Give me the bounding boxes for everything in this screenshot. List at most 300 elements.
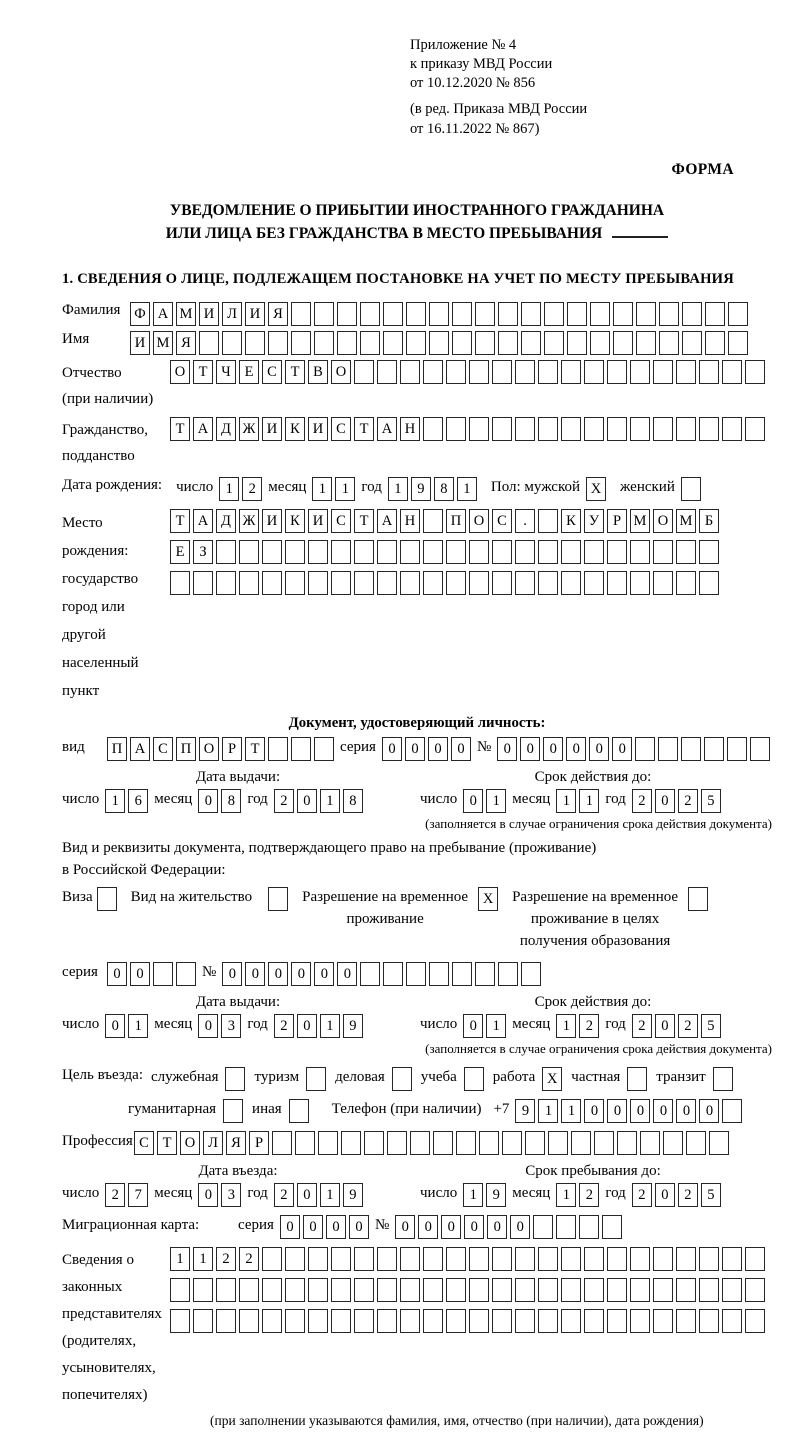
char-cell[interactable] bbox=[544, 331, 564, 355]
char-cell[interactable] bbox=[268, 887, 288, 911]
char-cell[interactable]: Т bbox=[170, 417, 190, 441]
stay-year-boxes[interactable] bbox=[632, 1183, 721, 1207]
char-cell[interactable] bbox=[306, 1067, 326, 1091]
char-cell[interactable]: Р bbox=[249, 1131, 269, 1155]
char-cell[interactable] bbox=[676, 571, 696, 595]
char-cell[interactable] bbox=[525, 1131, 545, 1155]
char-cell[interactable] bbox=[285, 571, 305, 595]
char-cell[interactable] bbox=[354, 1278, 374, 1302]
char-cell[interactable]: 2 bbox=[678, 1014, 698, 1038]
char-cell[interactable]: 0 bbox=[630, 1099, 650, 1123]
char-cell[interactable]: 0 bbox=[676, 1099, 696, 1123]
char-cell[interactable] bbox=[262, 1278, 282, 1302]
char-cell[interactable] bbox=[492, 360, 512, 384]
phone-boxes[interactable] bbox=[515, 1099, 742, 1123]
char-cell[interactable]: 0 bbox=[463, 1014, 483, 1038]
char-cell[interactable] bbox=[630, 571, 650, 595]
char-cell[interactable] bbox=[607, 571, 627, 595]
char-cell[interactable]: 6 bbox=[128, 789, 148, 813]
char-cell[interactable] bbox=[722, 1099, 742, 1123]
char-cell[interactable] bbox=[423, 1278, 443, 1302]
char-cell[interactable] bbox=[400, 1309, 420, 1333]
char-cell[interactable] bbox=[584, 417, 604, 441]
id-issue-year-boxes[interactable] bbox=[274, 789, 363, 813]
char-cell[interactable]: 0 bbox=[451, 737, 471, 761]
char-cell[interactable] bbox=[469, 571, 489, 595]
char-cell[interactable] bbox=[452, 962, 472, 986]
sex-female-checkbox[interactable] bbox=[681, 477, 701, 501]
char-cell[interactable] bbox=[515, 417, 535, 441]
char-cell[interactable]: Р bbox=[222, 737, 242, 761]
char-cell[interactable] bbox=[341, 1131, 361, 1155]
char-cell[interactable] bbox=[475, 302, 495, 326]
id-issue-month-boxes[interactable] bbox=[198, 789, 241, 813]
char-cell[interactable]: 0 bbox=[520, 737, 540, 761]
char-cell[interactable] bbox=[377, 571, 397, 595]
char-cell[interactable] bbox=[387, 1131, 407, 1155]
char-cell[interactable] bbox=[446, 1309, 466, 1333]
char-cell[interactable] bbox=[607, 540, 627, 564]
char-cell[interactable] bbox=[705, 302, 725, 326]
char-cell[interactable]: 0 bbox=[655, 789, 675, 813]
char-cell[interactable] bbox=[153, 962, 173, 986]
char-cell[interactable] bbox=[635, 737, 655, 761]
char-cell[interactable]: 2 bbox=[274, 789, 294, 813]
doc-series-boxes[interactable] bbox=[382, 737, 471, 761]
char-cell[interactable]: 1 bbox=[486, 1014, 506, 1038]
char-cell[interactable]: 1 bbox=[388, 477, 408, 501]
char-cell[interactable] bbox=[97, 887, 117, 911]
char-cell[interactable]: 1 bbox=[457, 477, 477, 501]
char-cell[interactable] bbox=[464, 1067, 484, 1091]
char-cell[interactable]: 0 bbox=[280, 1215, 300, 1239]
char-cell[interactable]: И bbox=[262, 417, 282, 441]
char-cell[interactable] bbox=[745, 360, 765, 384]
char-cell[interactable] bbox=[406, 331, 426, 355]
purpose-delovaya-checkbox[interactable] bbox=[392, 1067, 412, 1091]
char-cell[interactable] bbox=[446, 360, 466, 384]
given-name-boxes[interactable] bbox=[130, 331, 748, 355]
char-cell[interactable]: Т bbox=[170, 509, 190, 533]
char-cell[interactable]: 8 bbox=[221, 789, 241, 813]
char-cell[interactable] bbox=[225, 1067, 245, 1091]
char-cell[interactable]: Т bbox=[193, 360, 213, 384]
char-cell[interactable] bbox=[515, 571, 535, 595]
char-cell[interactable]: 0 bbox=[303, 1215, 323, 1239]
char-cell[interactable]: М bbox=[176, 302, 196, 326]
char-cell[interactable]: М bbox=[676, 509, 696, 533]
purpose-ucheba-checkbox[interactable] bbox=[464, 1067, 484, 1091]
char-cell[interactable]: 1 bbox=[320, 789, 340, 813]
char-cell[interactable]: . bbox=[515, 509, 535, 533]
char-cell[interactable] bbox=[699, 571, 719, 595]
char-cell[interactable] bbox=[745, 1278, 765, 1302]
birth-place-line1-boxes[interactable] bbox=[170, 509, 719, 533]
char-cell[interactable] bbox=[262, 1309, 282, 1333]
char-cell[interactable] bbox=[602, 1215, 622, 1239]
char-cell[interactable] bbox=[285, 1309, 305, 1333]
char-cell[interactable]: О bbox=[653, 509, 673, 533]
char-cell[interactable] bbox=[590, 302, 610, 326]
char-cell[interactable] bbox=[699, 1309, 719, 1333]
char-cell[interactable]: X bbox=[478, 887, 498, 911]
char-cell[interactable] bbox=[567, 302, 587, 326]
char-cell[interactable]: 2 bbox=[632, 789, 652, 813]
char-cell[interactable] bbox=[383, 302, 403, 326]
char-cell[interactable]: 1 bbox=[486, 789, 506, 813]
char-cell[interactable] bbox=[515, 360, 535, 384]
char-cell[interactable] bbox=[663, 1131, 683, 1155]
char-cell[interactable] bbox=[579, 1215, 599, 1239]
char-cell[interactable] bbox=[538, 571, 558, 595]
char-cell[interactable]: К bbox=[285, 509, 305, 533]
char-cell[interactable] bbox=[607, 1278, 627, 1302]
char-cell[interactable]: 0 bbox=[395, 1215, 415, 1239]
visa-checkbox[interactable] bbox=[97, 887, 117, 911]
char-cell[interactable] bbox=[475, 331, 495, 355]
char-cell[interactable] bbox=[515, 540, 535, 564]
char-cell[interactable]: 0 bbox=[612, 737, 632, 761]
char-cell[interactable] bbox=[295, 1131, 315, 1155]
char-cell[interactable] bbox=[498, 331, 518, 355]
char-cell[interactable] bbox=[423, 571, 443, 595]
char-cell[interactable] bbox=[400, 1278, 420, 1302]
char-cell[interactable]: М bbox=[153, 331, 173, 355]
char-cell[interactable]: Т bbox=[354, 509, 374, 533]
char-cell[interactable] bbox=[676, 1278, 696, 1302]
char-cell[interactable] bbox=[423, 509, 443, 533]
char-cell[interactable] bbox=[410, 1131, 430, 1155]
char-cell[interactable] bbox=[659, 331, 679, 355]
char-cell[interactable]: О bbox=[331, 360, 351, 384]
char-cell[interactable] bbox=[239, 540, 259, 564]
char-cell[interactable] bbox=[676, 540, 696, 564]
char-cell[interactable] bbox=[289, 1099, 309, 1123]
char-cell[interactable]: 5 bbox=[701, 1014, 721, 1038]
char-cell[interactable] bbox=[584, 571, 604, 595]
char-cell[interactable]: 1 bbox=[556, 1014, 576, 1038]
char-cell[interactable]: 1 bbox=[579, 789, 599, 813]
char-cell[interactable] bbox=[584, 360, 604, 384]
char-cell[interactable]: 0 bbox=[297, 789, 317, 813]
char-cell[interactable] bbox=[377, 540, 397, 564]
char-cell[interactable]: 0 bbox=[107, 962, 127, 986]
char-cell[interactable] bbox=[613, 302, 633, 326]
char-cell[interactable]: И bbox=[245, 302, 265, 326]
char-cell[interactable]: 1 bbox=[193, 1247, 213, 1271]
representatives-line2-boxes[interactable] bbox=[170, 1278, 765, 1302]
char-cell[interactable]: С bbox=[262, 360, 282, 384]
char-cell[interactable]: Ж bbox=[239, 509, 259, 533]
id-issue-day-boxes[interactable] bbox=[105, 789, 148, 813]
residence-permit-checkbox[interactable] bbox=[268, 887, 288, 911]
char-cell[interactable]: 0 bbox=[464, 1215, 484, 1239]
char-cell[interactable] bbox=[571, 1131, 591, 1155]
char-cell[interactable] bbox=[360, 302, 380, 326]
char-cell[interactable] bbox=[705, 331, 725, 355]
char-cell[interactable] bbox=[704, 737, 724, 761]
char-cell[interactable] bbox=[607, 417, 627, 441]
char-cell[interactable] bbox=[377, 1309, 397, 1333]
char-cell[interactable]: П bbox=[176, 737, 196, 761]
char-cell[interactable] bbox=[285, 1247, 305, 1271]
profession-boxes[interactable] bbox=[134, 1131, 729, 1155]
char-cell[interactable] bbox=[722, 1247, 742, 1271]
char-cell[interactable] bbox=[262, 540, 282, 564]
char-cell[interactable] bbox=[354, 571, 374, 595]
char-cell[interactable]: 1 bbox=[128, 1014, 148, 1038]
char-cell[interactable]: 0 bbox=[428, 737, 448, 761]
char-cell[interactable]: 1 bbox=[463, 1183, 483, 1207]
char-cell[interactable] bbox=[561, 1309, 581, 1333]
char-cell[interactable] bbox=[308, 571, 328, 595]
char-cell[interactable] bbox=[423, 417, 443, 441]
char-cell[interactable] bbox=[331, 1309, 351, 1333]
char-cell[interactable] bbox=[561, 360, 581, 384]
res-issue-day-boxes[interactable] bbox=[105, 1014, 148, 1038]
sex-male-checkbox[interactable] bbox=[586, 477, 606, 501]
char-cell[interactable]: С bbox=[331, 509, 351, 533]
entry-day-boxes[interactable] bbox=[105, 1183, 148, 1207]
char-cell[interactable] bbox=[682, 331, 702, 355]
char-cell[interactable] bbox=[456, 1131, 476, 1155]
char-cell[interactable]: Ф bbox=[130, 302, 150, 326]
char-cell[interactable] bbox=[681, 477, 701, 501]
char-cell[interactable] bbox=[617, 1131, 637, 1155]
char-cell[interactable] bbox=[469, 540, 489, 564]
char-cell[interactable]: А bbox=[193, 417, 213, 441]
char-cell[interactable] bbox=[533, 1215, 553, 1239]
char-cell[interactable]: 9 bbox=[515, 1099, 535, 1123]
char-cell[interactable] bbox=[653, 417, 673, 441]
char-cell[interactable] bbox=[314, 331, 334, 355]
char-cell[interactable] bbox=[354, 1309, 374, 1333]
char-cell[interactable] bbox=[676, 360, 696, 384]
char-cell[interactable]: В bbox=[308, 360, 328, 384]
res-valid-year-boxes[interactable] bbox=[632, 1014, 721, 1038]
char-cell[interactable] bbox=[360, 331, 380, 355]
char-cell[interactable] bbox=[584, 1309, 604, 1333]
birth-place-line3-boxes[interactable] bbox=[170, 571, 719, 595]
char-cell[interactable] bbox=[492, 571, 512, 595]
char-cell[interactable]: К bbox=[285, 417, 305, 441]
char-cell[interactable]: С bbox=[153, 737, 173, 761]
char-cell[interactable] bbox=[686, 1131, 706, 1155]
char-cell[interactable] bbox=[400, 360, 420, 384]
char-cell[interactable] bbox=[429, 331, 449, 355]
char-cell[interactable]: Ч bbox=[216, 360, 236, 384]
char-cell[interactable] bbox=[492, 540, 512, 564]
char-cell[interactable] bbox=[653, 1309, 673, 1333]
char-cell[interactable] bbox=[521, 302, 541, 326]
char-cell[interactable]: 0 bbox=[584, 1099, 604, 1123]
char-cell[interactable] bbox=[750, 737, 770, 761]
temp-residence-edu-checkbox[interactable] bbox=[688, 887, 708, 911]
id-valid-year-boxes[interactable] bbox=[632, 789, 721, 813]
char-cell[interactable] bbox=[423, 1309, 443, 1333]
char-cell[interactable]: 1 bbox=[312, 477, 332, 501]
purpose-gumanitarnaya-checkbox[interactable] bbox=[223, 1099, 243, 1123]
char-cell[interactable] bbox=[515, 1309, 535, 1333]
surname-boxes[interactable] bbox=[130, 302, 748, 326]
char-cell[interactable] bbox=[659, 302, 679, 326]
char-cell[interactable]: 0 bbox=[655, 1014, 675, 1038]
char-cell[interactable] bbox=[479, 1131, 499, 1155]
char-cell[interactable] bbox=[658, 737, 678, 761]
char-cell[interactable]: 1 bbox=[561, 1099, 581, 1123]
res-valid-day-boxes[interactable] bbox=[463, 1014, 506, 1038]
char-cell[interactable] bbox=[406, 302, 426, 326]
char-cell[interactable] bbox=[636, 331, 656, 355]
char-cell[interactable] bbox=[561, 540, 581, 564]
char-cell[interactable] bbox=[727, 737, 747, 761]
char-cell[interactable] bbox=[682, 302, 702, 326]
migration-series-boxes[interactable] bbox=[280, 1215, 369, 1239]
char-cell[interactable] bbox=[498, 962, 518, 986]
char-cell[interactable] bbox=[446, 1247, 466, 1271]
char-cell[interactable] bbox=[653, 1247, 673, 1271]
char-cell[interactable] bbox=[498, 302, 518, 326]
char-cell[interactable] bbox=[469, 1309, 489, 1333]
char-cell[interactable] bbox=[337, 302, 357, 326]
char-cell[interactable] bbox=[216, 1309, 236, 1333]
char-cell[interactable] bbox=[584, 1278, 604, 1302]
char-cell[interactable]: И bbox=[308, 417, 328, 441]
char-cell[interactable] bbox=[245, 331, 265, 355]
char-cell[interactable]: О bbox=[199, 737, 219, 761]
purpose-turizm-checkbox[interactable] bbox=[306, 1067, 326, 1091]
char-cell[interactable] bbox=[713, 1067, 733, 1091]
char-cell[interactable] bbox=[722, 1278, 742, 1302]
char-cell[interactable] bbox=[423, 360, 443, 384]
char-cell[interactable] bbox=[239, 571, 259, 595]
char-cell[interactable] bbox=[745, 1309, 765, 1333]
char-cell[interactable] bbox=[630, 1278, 650, 1302]
char-cell[interactable]: К bbox=[561, 509, 581, 533]
char-cell[interactable] bbox=[653, 360, 673, 384]
char-cell[interactable] bbox=[392, 1067, 412, 1091]
char-cell[interactable] bbox=[469, 1278, 489, 1302]
char-cell[interactable]: 0 bbox=[198, 1014, 218, 1038]
char-cell[interactable]: 0 bbox=[245, 962, 265, 986]
char-cell[interactable] bbox=[561, 571, 581, 595]
char-cell[interactable] bbox=[653, 1278, 673, 1302]
char-cell[interactable] bbox=[728, 302, 748, 326]
char-cell[interactable]: 2 bbox=[678, 1183, 698, 1207]
res-issue-month-boxes[interactable] bbox=[198, 1014, 241, 1038]
char-cell[interactable]: 0 bbox=[105, 1014, 125, 1038]
char-cell[interactable] bbox=[272, 1131, 292, 1155]
char-cell[interactable] bbox=[492, 1278, 512, 1302]
citizenship-boxes[interactable] bbox=[170, 417, 765, 441]
char-cell[interactable] bbox=[199, 331, 219, 355]
char-cell[interactable]: Л bbox=[222, 302, 242, 326]
char-cell[interactable]: 1 bbox=[170, 1247, 190, 1271]
birth-month-boxes[interactable] bbox=[312, 477, 355, 501]
char-cell[interactable] bbox=[627, 1067, 647, 1091]
char-cell[interactable] bbox=[521, 331, 541, 355]
char-cell[interactable]: 2 bbox=[242, 477, 262, 501]
char-cell[interactable] bbox=[653, 540, 673, 564]
char-cell[interactable] bbox=[377, 1278, 397, 1302]
char-cell[interactable]: 0 bbox=[268, 962, 288, 986]
char-cell[interactable] bbox=[681, 737, 701, 761]
char-cell[interactable]: 0 bbox=[337, 962, 357, 986]
char-cell[interactable] bbox=[709, 1131, 729, 1155]
char-cell[interactable]: Т bbox=[285, 360, 305, 384]
char-cell[interactable] bbox=[452, 302, 472, 326]
char-cell[interactable] bbox=[216, 540, 236, 564]
char-cell[interactable] bbox=[492, 1247, 512, 1271]
char-cell[interactable] bbox=[699, 417, 719, 441]
char-cell[interactable]: 2 bbox=[274, 1183, 294, 1207]
purpose-tranzit-checkbox[interactable] bbox=[713, 1067, 733, 1091]
char-cell[interactable] bbox=[492, 417, 512, 441]
char-cell[interactable] bbox=[475, 962, 495, 986]
char-cell[interactable]: А bbox=[377, 509, 397, 533]
char-cell[interactable] bbox=[331, 1247, 351, 1271]
char-cell[interactable]: 0 bbox=[463, 789, 483, 813]
purpose-rabota-checkbox[interactable] bbox=[542, 1067, 562, 1091]
char-cell[interactable]: С bbox=[331, 417, 351, 441]
char-cell[interactable]: 0 bbox=[566, 737, 586, 761]
char-cell[interactable]: 2 bbox=[274, 1014, 294, 1038]
char-cell[interactable]: Л bbox=[203, 1131, 223, 1155]
char-cell[interactable] bbox=[433, 1131, 453, 1155]
char-cell[interactable]: 0 bbox=[326, 1215, 346, 1239]
purpose-sluzhebnaya-checkbox[interactable] bbox=[225, 1067, 245, 1091]
char-cell[interactable] bbox=[676, 1247, 696, 1271]
char-cell[interactable] bbox=[745, 417, 765, 441]
migration-number-boxes[interactable] bbox=[395, 1215, 622, 1239]
char-cell[interactable]: А bbox=[130, 737, 150, 761]
char-cell[interactable] bbox=[561, 1247, 581, 1271]
char-cell[interactable] bbox=[291, 302, 311, 326]
char-cell[interactable]: 1 bbox=[219, 477, 239, 501]
char-cell[interactable]: 0 bbox=[382, 737, 402, 761]
char-cell[interactable]: 0 bbox=[607, 1099, 627, 1123]
char-cell[interactable]: 0 bbox=[497, 737, 517, 761]
char-cell[interactable] bbox=[223, 1099, 243, 1123]
char-cell[interactable]: 1 bbox=[335, 477, 355, 501]
char-cell[interactable] bbox=[423, 1247, 443, 1271]
char-cell[interactable]: 0 bbox=[349, 1215, 369, 1239]
char-cell[interactable] bbox=[239, 1309, 259, 1333]
char-cell[interactable]: М bbox=[630, 509, 650, 533]
char-cell[interactable] bbox=[423, 540, 443, 564]
res-issue-year-boxes[interactable] bbox=[274, 1014, 363, 1038]
doc-kind-boxes[interactable] bbox=[107, 737, 334, 761]
char-cell[interactable] bbox=[314, 737, 334, 761]
char-cell[interactable]: 2 bbox=[678, 789, 698, 813]
char-cell[interactable] bbox=[590, 331, 610, 355]
char-cell[interactable]: 5 bbox=[701, 1183, 721, 1207]
char-cell[interactable]: 0 bbox=[655, 1183, 675, 1207]
char-cell[interactable]: И bbox=[130, 331, 150, 355]
temp-residence-checkbox[interactable] bbox=[478, 887, 498, 911]
char-cell[interactable] bbox=[492, 1309, 512, 1333]
char-cell[interactable] bbox=[364, 1131, 384, 1155]
char-cell[interactable]: У bbox=[584, 509, 604, 533]
char-cell[interactable]: Н bbox=[400, 417, 420, 441]
char-cell[interactable]: 2 bbox=[105, 1183, 125, 1207]
doc-number-boxes[interactable] bbox=[497, 737, 770, 761]
char-cell[interactable]: 2 bbox=[632, 1183, 652, 1207]
char-cell[interactable]: Я bbox=[226, 1131, 246, 1155]
char-cell[interactable] bbox=[285, 1278, 305, 1302]
char-cell[interactable] bbox=[630, 360, 650, 384]
char-cell[interactable] bbox=[561, 417, 581, 441]
